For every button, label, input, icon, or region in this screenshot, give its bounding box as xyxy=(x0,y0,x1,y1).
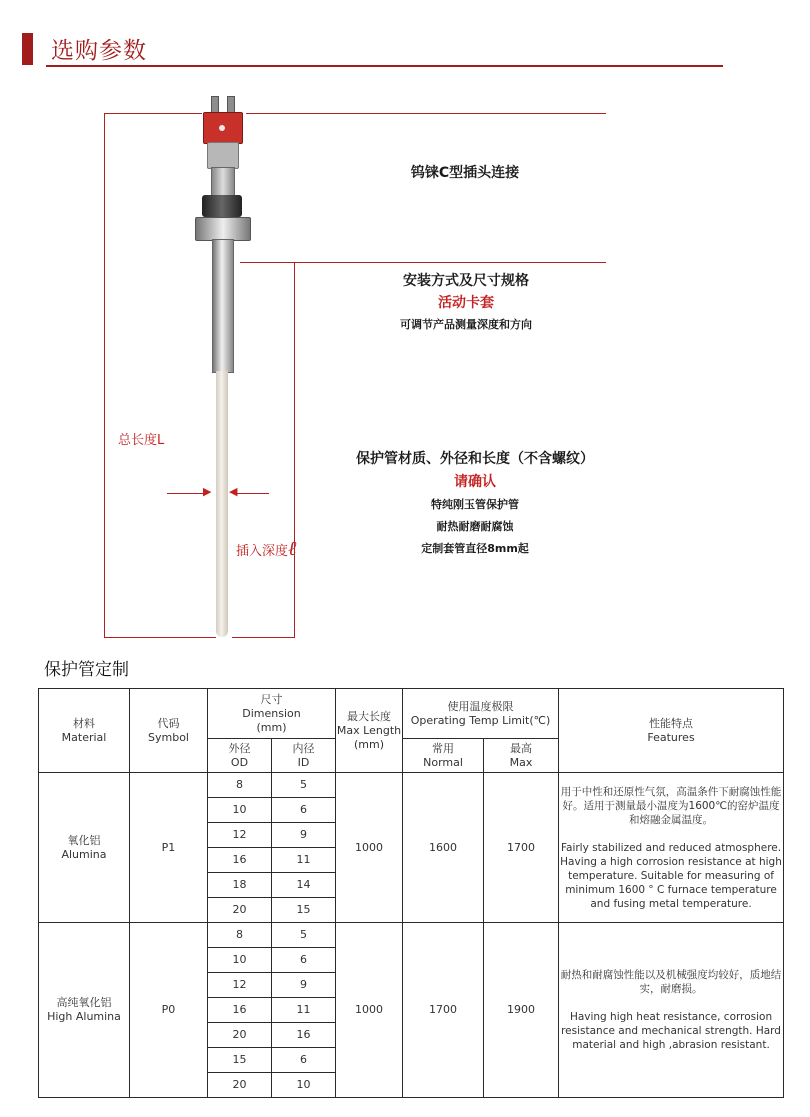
od-cell: 10 xyxy=(208,948,272,973)
header-max: 最高 Max xyxy=(484,739,559,773)
tube-callout xyxy=(330,448,620,560)
diameter-arrow-left xyxy=(167,493,207,494)
od-cell: 15 xyxy=(208,1048,272,1073)
install-callout-title: 安装方式及尺寸规格 xyxy=(403,273,529,289)
max-length-cell: 1000 xyxy=(336,773,403,923)
id-cell: 11 xyxy=(272,848,336,873)
header-underline xyxy=(46,65,723,67)
header-max-length: 最大长度 Max Length (mm) xyxy=(336,689,403,773)
od-cell: 16 xyxy=(208,998,272,1023)
od-cell: 8 xyxy=(208,923,272,948)
install-callout-note: 可调节产品测量深度和方向 xyxy=(400,318,532,331)
id-cell: 6 xyxy=(272,1048,336,1073)
connector-clamp xyxy=(207,142,239,169)
od-cell: 18 xyxy=(208,873,272,898)
max-temp-cell: 1900 xyxy=(484,923,559,1098)
header-temp: 使用温度极限 Operating Temp Limit(℃) xyxy=(403,689,559,739)
id-cell: 5 xyxy=(272,773,336,798)
symbol-cell: P1 xyxy=(130,773,208,923)
section-title: 保护管定制 xyxy=(44,660,129,680)
connector-callout-line xyxy=(246,113,606,114)
id-cell: 16 xyxy=(272,1023,336,1048)
fitting-body xyxy=(211,167,235,197)
od-cell: 20 xyxy=(208,898,272,923)
header-od: 外径 OD xyxy=(208,739,272,773)
header-id: 内径 ID xyxy=(272,739,336,773)
movable-ferrule xyxy=(195,217,251,241)
compression-nut xyxy=(202,195,242,217)
protection-tube-table xyxy=(38,688,784,1098)
id-cell: 5 xyxy=(272,923,336,948)
connector-callout-title: 钨铼C型插头连接 xyxy=(410,165,520,181)
od-cell: 12 xyxy=(208,973,272,998)
od-cell: 12 xyxy=(208,823,272,848)
id-cell: 6 xyxy=(272,948,336,973)
symbol-cell: P0 xyxy=(130,923,208,1098)
features-cell: 用于中性和还原性气氛，高温条件下耐腐蚀性能好。适用于测量最小温度为1600℃的窑炉温度和熔融金属温度。 Fairly stabilized and reduced atmosphere. Having a high corrosion resistance at high temperature. Suitable for measuring of minimum 1600 ° C furnace temperature and fusing metal temperature. xyxy=(559,773,784,923)
arrow-left-icon: ◀ xyxy=(229,485,238,498)
material-cell: 高纯氧化铝 High Alumina xyxy=(39,923,130,1098)
tube-callout-title: 保护管材质、外径和长度（不含螺纹） xyxy=(356,451,594,467)
metal-sheath xyxy=(212,239,234,373)
insert-depth-label: 插入深度ℓ xyxy=(236,536,297,560)
id-cell: 15 xyxy=(272,898,336,923)
total-length-bottom-line xyxy=(104,637,216,638)
tube-callout-line: 特纯刚玉管保护管 xyxy=(431,498,519,511)
id-cell: 11 xyxy=(272,998,336,1023)
insert-depth-bottom-line xyxy=(232,637,295,638)
page-title: 选购参数 xyxy=(51,38,147,64)
header-normal: 常用 Normal xyxy=(403,739,484,773)
ceramic-protection-tube xyxy=(216,371,228,637)
max-length-cell: 1000 xyxy=(336,923,403,1098)
total-length-label: 总长度L xyxy=(118,433,165,448)
normal-temp-cell: 1700 xyxy=(403,923,484,1098)
normal-temp-cell: 1600 xyxy=(403,773,484,923)
id-cell: 6 xyxy=(272,798,336,823)
max-temp-cell: 1700 xyxy=(484,773,559,923)
tube-callout-line: 耐热耐磨耐腐蚀 xyxy=(436,520,514,533)
od-cell: 20 xyxy=(208,1023,272,1048)
arrow-right-icon: ▶ xyxy=(203,485,212,498)
header-dimension: 尺寸 Dimension (mm) xyxy=(208,689,336,739)
od-cell: 10 xyxy=(208,798,272,823)
id-cell: 9 xyxy=(272,973,336,998)
id-cell: 10 xyxy=(272,1073,336,1098)
total-length-top-line xyxy=(104,113,202,114)
connector-screw-icon xyxy=(219,125,225,131)
header-material: 材料 Material xyxy=(39,689,130,773)
od-cell: 20 xyxy=(208,1073,272,1098)
od-cell: 8 xyxy=(208,773,272,798)
diameter-arrow-right xyxy=(236,493,269,494)
install-callout-highlight: 活动卡套 xyxy=(438,295,494,311)
od-cell: 16 xyxy=(208,848,272,873)
material-cell: 氧化铝 Alumina xyxy=(39,773,130,923)
id-cell: 14 xyxy=(272,873,336,898)
features-cell: 耐热和耐腐蚀性能以及机械强度均较好，质地结实，耐磨损。 Having high heat resistance, corrosion resistance and mechanical strength. Hard material and high ,abrasion resistant. xyxy=(559,923,784,1098)
tube-callout-highlight: 请确认 xyxy=(454,474,496,490)
insert-depth-vertical-line xyxy=(294,262,295,638)
id-cell: 9 xyxy=(272,823,336,848)
header-features: 性能特点 Features xyxy=(559,689,784,773)
header-symbol: 代码 Symbol xyxy=(130,689,208,773)
header-accent-bar xyxy=(22,33,33,65)
tube-callout-line: 定制套管直径8mm起 xyxy=(421,542,529,555)
total-length-vertical-line xyxy=(104,113,105,638)
install-callout xyxy=(366,270,566,336)
